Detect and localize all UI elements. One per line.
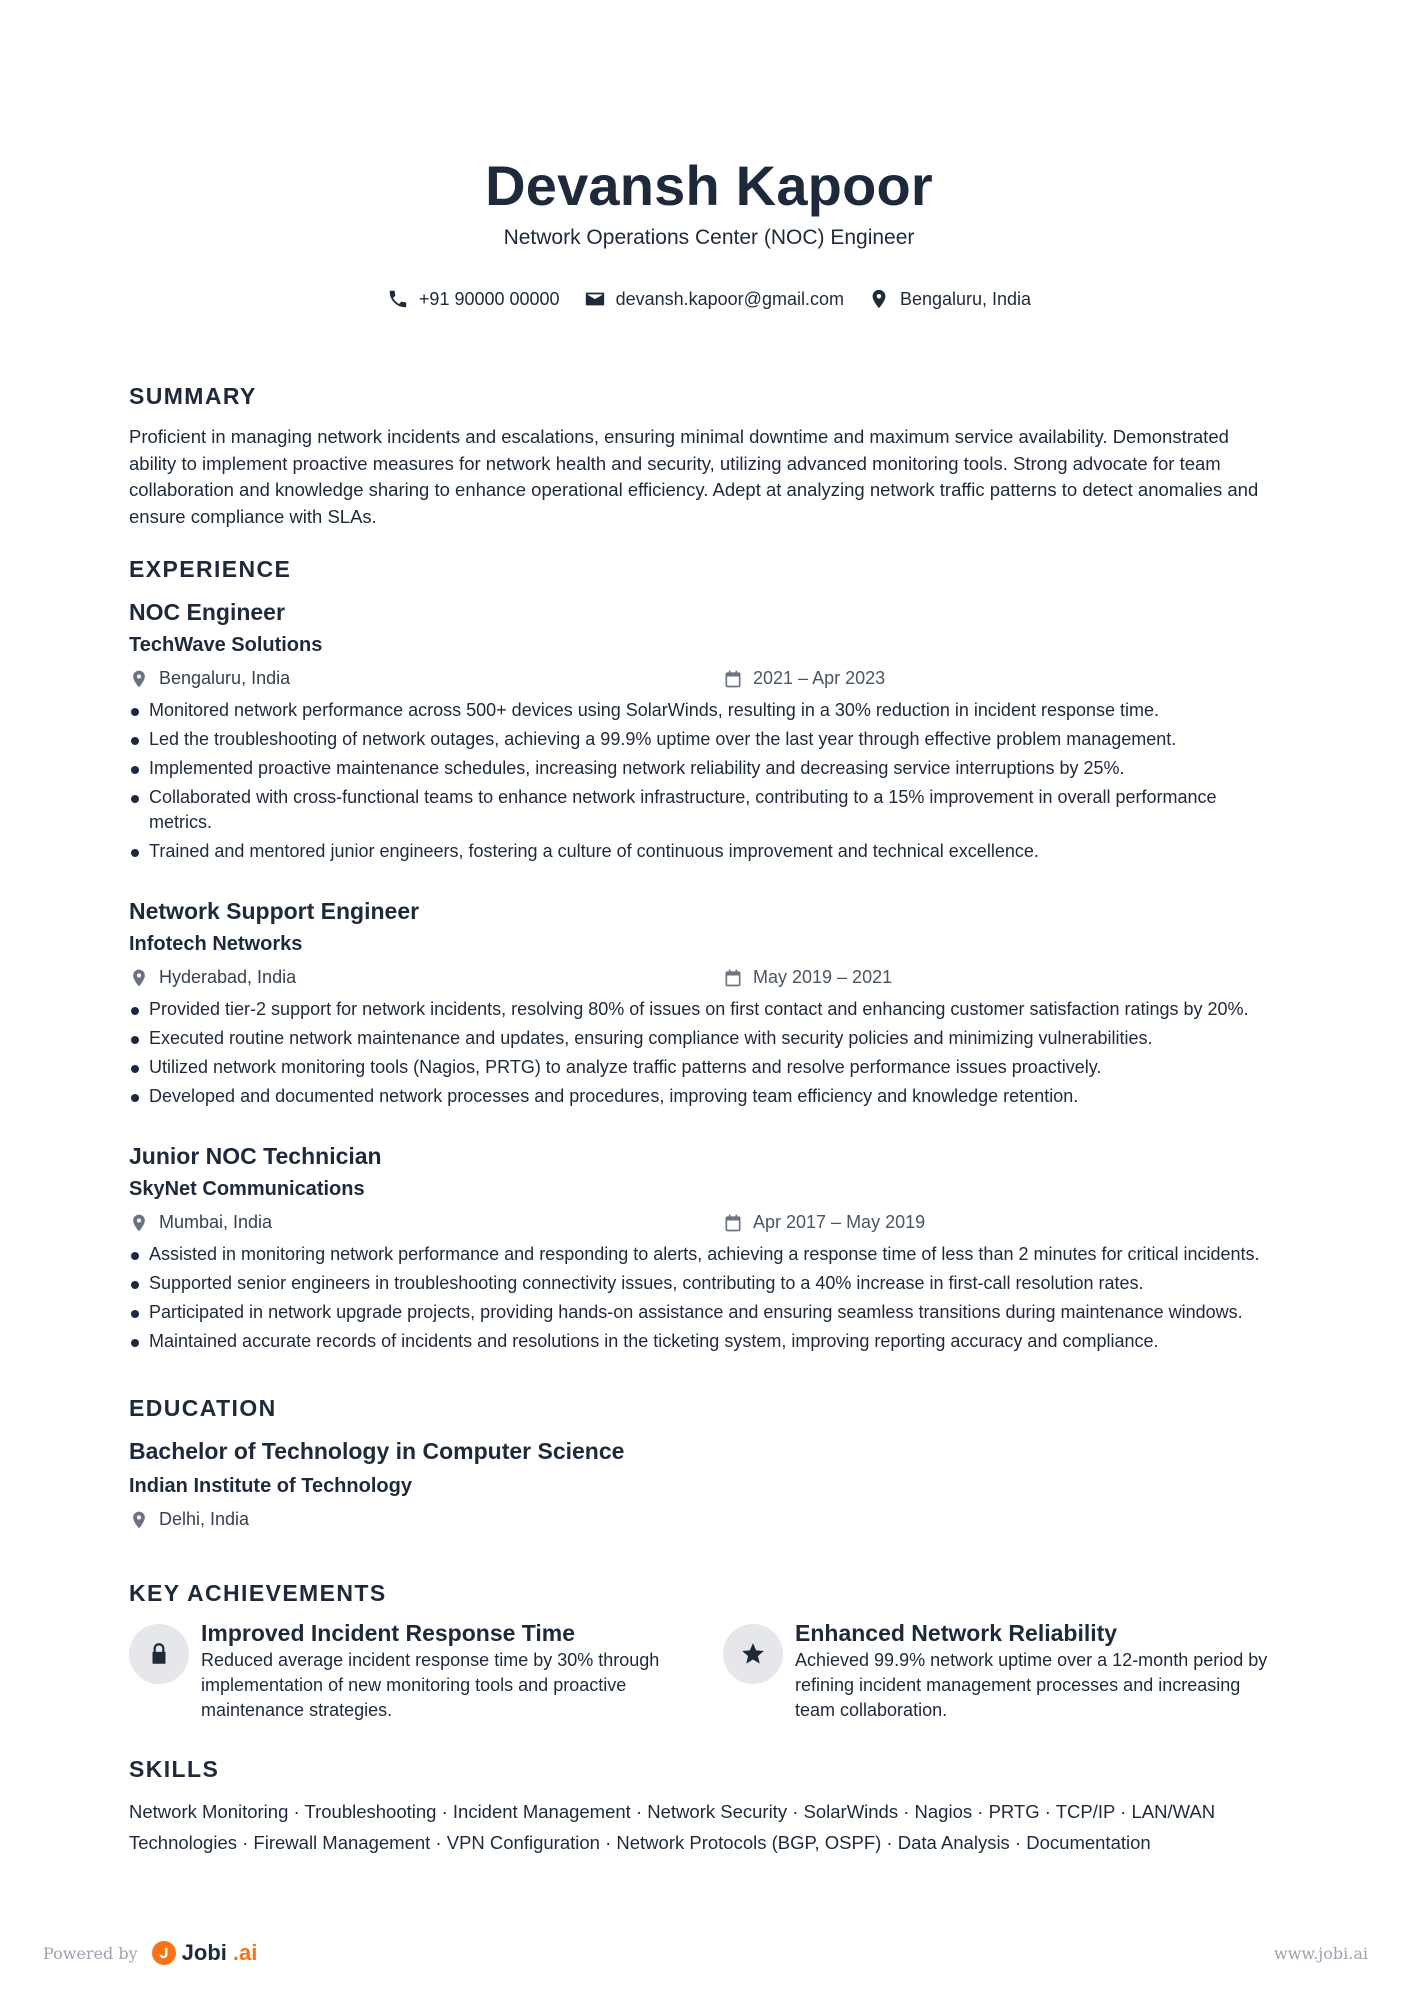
candidate-name: Devansh Kapoor	[485, 154, 933, 217]
bullet-item: Trained and mentored junior engineers, fostering a culture of continuous improvement and technical excellence.	[129, 839, 1279, 864]
bullet-item: Supported senior engineers in troubleshooting connectivity issues, contributing to a 40% increase in first-call resolution rates.	[129, 1271, 1279, 1296]
job-location-text: Hyderabad, India	[159, 967, 297, 987]
jobi-logo-icon	[152, 1941, 176, 1965]
skills-heading: SKILLS	[129, 1756, 220, 1782]
achievement-body	[201, 1618, 689, 1723]
bullet-item: Utilized network monitoring tools (Nagios, PRTG) to analyze traffic patterns and resolve performance issues proactively.	[129, 1055, 1279, 1080]
summary-text: Proficient in managing network incidents and escalations, ensuring minimal downtime and maximum service availability. Demonstrated ability to implement proactive measures for network health and security, utilizing advanced monitoring tools. Strong advocate for team collaboration and knowledge sharing to enhance operational efficiency. Adept at analyzing network traffic patterns to detect anomalies and ensure compliance with SLAs.	[129, 426, 1259, 527]
achievement-item	[129, 1618, 689, 1723]
job-meta	[129, 1212, 1289, 1238]
achievement-item	[723, 1618, 1283, 1723]
job-dates-text: 2021 – Apr 2023	[753, 668, 886, 688]
job-entry	[129, 896, 1289, 1113]
location-pin-icon	[129, 1510, 149, 1530]
contact-phone	[387, 288, 560, 310]
job-dates	[723, 967, 892, 988]
achievement-icon-circle	[129, 1624, 189, 1684]
phone-text: +91 90000 00000	[418, 288, 560, 309]
bullet-item: Executed routine network maintenance and updates, ensuring compliance with security policies and minimizing vulnerabilities.	[129, 1026, 1279, 1051]
job-bullets	[129, 698, 1289, 864]
job-entry	[129, 1141, 1289, 1358]
job-meta	[129, 668, 1289, 694]
location-pin-icon	[129, 1213, 149, 1233]
calendar-icon	[723, 669, 743, 689]
job-title: NOC Engineer	[129, 599, 285, 625]
achievement-icon-circle	[723, 1624, 783, 1684]
school-name: Indian Institute of Technology	[129, 1475, 412, 1497]
achievements-heading: KEY ACHIEVEMENTS	[129, 1580, 387, 1606]
contact-email	[584, 288, 844, 310]
job-dates-text: Apr 2017 – May 2019	[753, 1212, 926, 1232]
bullet-item: Developed and documented network processes and procedures, improving team efficiency and knowledge retention.	[129, 1084, 1279, 1109]
job-location-text: Bengaluru, India	[159, 668, 291, 688]
footer-powered-by	[43, 1940, 257, 1966]
job-location	[129, 1212, 272, 1233]
bullet-item: Participated in network upgrade projects, providing hands-on assistance and ensuring seamless transitions during maintenance windows.	[129, 1300, 1279, 1325]
job-entry	[129, 597, 1289, 868]
job-location	[129, 967, 296, 988]
job-dates	[723, 1212, 925, 1233]
location-pin-icon	[868, 288, 890, 310]
location-text: Bengaluru, India	[899, 288, 1032, 309]
job-meta	[129, 967, 1289, 993]
bullet-item: Monitored network performance across 500+ devices using SolarWinds, resulting in a 30% reduction in incident response time.	[129, 698, 1279, 723]
experience-heading: EXPERIENCE	[129, 556, 292, 582]
summary-heading: SUMMARY	[129, 383, 257, 409]
calendar-icon	[723, 968, 743, 988]
job-title: Network Support Engineer	[129, 898, 420, 924]
achievement-title: Improved Incident Response Time	[201, 1620, 576, 1646]
bullet-item: Assisted in monitoring network performance and responding to alerts, achieving a response time of less than 2 minutes for critical incidents.	[129, 1242, 1279, 1267]
education-entry	[129, 1436, 624, 1530]
job-location-text: Mumbai, India	[159, 1212, 273, 1232]
education-heading: EDUCATION	[129, 1395, 277, 1421]
education-location	[129, 1509, 624, 1530]
company-name: TechWave Solutions	[129, 634, 323, 656]
bullet-item: Provided tier-2 support for network incidents, resolving 80% of issues on first contact and enhancing customer satisfaction ratings by 20%.	[129, 997, 1279, 1022]
achievement-title: Enhanced Network Reliability	[795, 1620, 1118, 1646]
contact-row	[129, 288, 1289, 310]
company-name: SkyNet Communications	[129, 1178, 365, 1200]
jobi-logo[interactable]	[152, 1940, 258, 1966]
bullet-item: Led the troubleshooting of network outages, achieving a 99.9% uptime over the last year through effective problem management.	[129, 727, 1279, 752]
education-location-text: Delhi, India	[159, 1509, 250, 1529]
footer-website[interactable]: www.jobi.ai	[1274, 1944, 1368, 1963]
job-dates-text: May 2019 – 2021	[753, 967, 893, 987]
mail-icon	[584, 288, 606, 310]
job-location	[129, 668, 290, 689]
achievement-description: Reduced average incident response time by 30% through implementation of new monitoring tools and proactive maintenance strategies.	[201, 1650, 660, 1720]
calendar-icon	[723, 1213, 743, 1233]
jobi-brand-accent: .ai	[232, 1940, 258, 1965]
star-icon	[740, 1641, 766, 1667]
job-bullets	[129, 997, 1289, 1109]
job-title: Junior NOC Technician	[129, 1143, 382, 1169]
email-text: devansh.kapoor@gmail.com	[615, 288, 844, 309]
degree-title: Bachelor of Technology in Computer Science	[129, 1438, 625, 1464]
bullet-item: Collaborated with cross-functional teams to enhance network infrastructure, contributing to a 15% improvement in overall performance metrics.	[129, 785, 1279, 835]
achievement-body	[795, 1618, 1283, 1723]
contact-location	[868, 288, 1031, 310]
skills-text: Network Monitoring · Troubleshooting · Incident Management · Network Security · SolarWinds · Nagios · PRTG · TCP/IP · LAN/WAN Technologies · Firewall Management · VPN Configuration · Network Protocols (BGP, OSPF) · Data Analysis · Documentation	[129, 1801, 1216, 1853]
job-dates	[723, 668, 885, 689]
company-name: Infotech Networks	[129, 933, 303, 955]
candidate-title: Network Operations Center (NOC) Engineer	[503, 226, 915, 249]
location-pin-icon	[129, 968, 149, 988]
bullet-item: Maintained accurate records of incidents and resolutions in the ticketing system, improving reporting accuracy and compliance.	[129, 1329, 1279, 1354]
location-pin-icon	[129, 669, 149, 689]
bullet-item: Implemented proactive maintenance schedules, increasing network reliability and decreasing service interruptions by 25%.	[129, 756, 1279, 781]
lock-icon	[146, 1641, 172, 1667]
phone-icon	[387, 288, 409, 310]
achievement-description: Achieved 99.9% network uptime over a 12-month period by refining incident management processes and increasing team collaboration.	[795, 1650, 1268, 1720]
job-bullets	[129, 1242, 1289, 1354]
jobi-brand-main: Jobi	[181, 1940, 227, 1965]
powered-by-text: Powered by	[43, 1943, 138, 1963]
resume-header	[129, 150, 1289, 250]
